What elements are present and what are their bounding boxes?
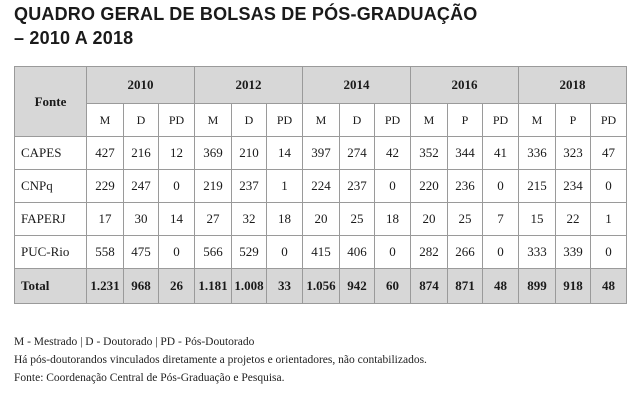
table-cell: 27: [195, 203, 232, 236]
footnote-source: Fonte: Coordenação Central de Pós-Graduação e Pesquisa.: [14, 372, 285, 384]
table-cell: 339: [556, 236, 591, 269]
total-row: [15, 269, 627, 304]
sub-header-cell: D: [232, 104, 267, 137]
table-cell: 415: [303, 236, 340, 269]
year-header: 2016: [411, 67, 519, 104]
sub-header-cell: D: [124, 104, 159, 137]
title-line-2: – 2010 A 2018: [14, 28, 134, 48]
sub-header-cell: P: [556, 104, 591, 137]
table-cell: 14: [267, 137, 303, 170]
sub-header-cell: PD: [591, 104, 627, 137]
table-cell: 0: [483, 170, 519, 203]
table-cell: 33: [267, 269, 303, 304]
table-cell: 0: [483, 236, 519, 269]
sub-header-cell: M: [303, 104, 340, 137]
scholarship-table: [14, 66, 627, 304]
table-cell: 47: [591, 137, 627, 170]
year-header: 2018: [519, 67, 627, 104]
row-label: CAPES: [15, 137, 87, 170]
table-cell: 352: [411, 137, 448, 170]
table-cell: 60: [375, 269, 411, 304]
table-cell: 247: [124, 170, 159, 203]
table-cell: 0: [159, 236, 195, 269]
footnote-remark: Há pós-doutorandos vinculados diretamente a projetos e orientadores, não contabilizados.: [14, 354, 427, 366]
table-cell: 0: [267, 236, 303, 269]
table-cell: 1: [267, 170, 303, 203]
sub-header-cell: P: [448, 104, 483, 137]
title-line-1: QUADRO GERAL DE BOLSAS DE PÓS-GRADUAÇÃO: [14, 4, 478, 24]
table-cell: 216: [124, 137, 159, 170]
table-cell: 1.181: [195, 269, 232, 304]
table-cell: 210: [232, 137, 267, 170]
year-header: 2014: [303, 67, 411, 104]
year-header-row: [15, 67, 627, 104]
table-cell: 12: [159, 137, 195, 170]
table-row: [15, 203, 627, 236]
table-cell: 266: [448, 236, 483, 269]
table-row: [15, 137, 627, 170]
table-cell: 427: [87, 137, 124, 170]
table-cell: 237: [232, 170, 267, 203]
table-cell: 918: [556, 269, 591, 304]
table-cell: 224: [303, 170, 340, 203]
table-cell: 274: [340, 137, 375, 170]
table-cell: 0: [591, 170, 627, 203]
table-cell: 369: [195, 137, 232, 170]
table-cell: 1.008: [232, 269, 267, 304]
table-cell: 26: [159, 269, 195, 304]
table-cell: 237: [340, 170, 375, 203]
table-cell: 475: [124, 236, 159, 269]
year-header: 2012: [195, 67, 303, 104]
table-cell: 20: [303, 203, 340, 236]
corner-header: Fonte: [15, 67, 87, 137]
table-cell: 17: [87, 203, 124, 236]
sub-header-cell: M: [519, 104, 556, 137]
table-cell: 1.056: [303, 269, 340, 304]
sub-header-cell: M: [411, 104, 448, 137]
table-cell: 942: [340, 269, 375, 304]
table-cell: 529: [232, 236, 267, 269]
table-cell: 0: [375, 236, 411, 269]
table-cell: 22: [556, 203, 591, 236]
table-cell: 41: [483, 137, 519, 170]
table-cell: 558: [87, 236, 124, 269]
footnotes: [14, 333, 427, 387]
table-cell: 48: [591, 269, 627, 304]
table-cell: 1.231: [87, 269, 124, 304]
table-cell: 18: [267, 203, 303, 236]
sub-header-cell: M: [87, 104, 124, 137]
table-cell: 874: [411, 269, 448, 304]
table-cell: 0: [591, 236, 627, 269]
table-cell: 344: [448, 137, 483, 170]
sub-header-cell: PD: [267, 104, 303, 137]
table-cell: 0: [375, 170, 411, 203]
sub-header-cell: D: [340, 104, 375, 137]
table-cell: 18: [375, 203, 411, 236]
sub-header-row: [15, 104, 627, 137]
table-cell: 566: [195, 236, 232, 269]
table-cell: 42: [375, 137, 411, 170]
table-cell: 30: [124, 203, 159, 236]
table-cell: 229: [87, 170, 124, 203]
table-cell: 333: [519, 236, 556, 269]
table-cell: 20: [411, 203, 448, 236]
table-cell: 336: [519, 137, 556, 170]
row-label: PUC-Rio: [15, 236, 87, 269]
table-cell: 323: [556, 137, 591, 170]
year-header: 2010: [87, 67, 195, 104]
table-cell: 7: [483, 203, 519, 236]
table-cell: 234: [556, 170, 591, 203]
table-cell: 871: [448, 269, 483, 304]
table-cell: 48: [483, 269, 519, 304]
table-cell: 215: [519, 170, 556, 203]
table-cell: 32: [232, 203, 267, 236]
sub-header-cell: PD: [159, 104, 195, 137]
table-cell: 25: [448, 203, 483, 236]
table-cell: 25: [340, 203, 375, 236]
table-cell: 899: [519, 269, 556, 304]
table-cell: 14: [159, 203, 195, 236]
sub-header-cell: PD: [483, 104, 519, 137]
table-cell: 220: [411, 170, 448, 203]
table-row: [15, 236, 627, 269]
row-label: Total: [15, 269, 87, 304]
table-row: [15, 170, 627, 203]
row-label: FAPERJ: [15, 203, 87, 236]
table-cell: 15: [519, 203, 556, 236]
row-label: CNPq: [15, 170, 87, 203]
table-cell: 1: [591, 203, 627, 236]
table-cell: 0: [159, 170, 195, 203]
table-cell: 397: [303, 137, 340, 170]
table-cell: 282: [411, 236, 448, 269]
table-cell: 236: [448, 170, 483, 203]
document-title: [14, 2, 478, 50]
footnote-legend: M - Mestrado | D - Doutorado | PD - Pós-Doutorado: [14, 336, 255, 348]
table-cell: 219: [195, 170, 232, 203]
sub-header-cell: PD: [375, 104, 411, 137]
table-cell: 406: [340, 236, 375, 269]
table-cell: 968: [124, 269, 159, 304]
sub-header-cell: M: [195, 104, 232, 137]
